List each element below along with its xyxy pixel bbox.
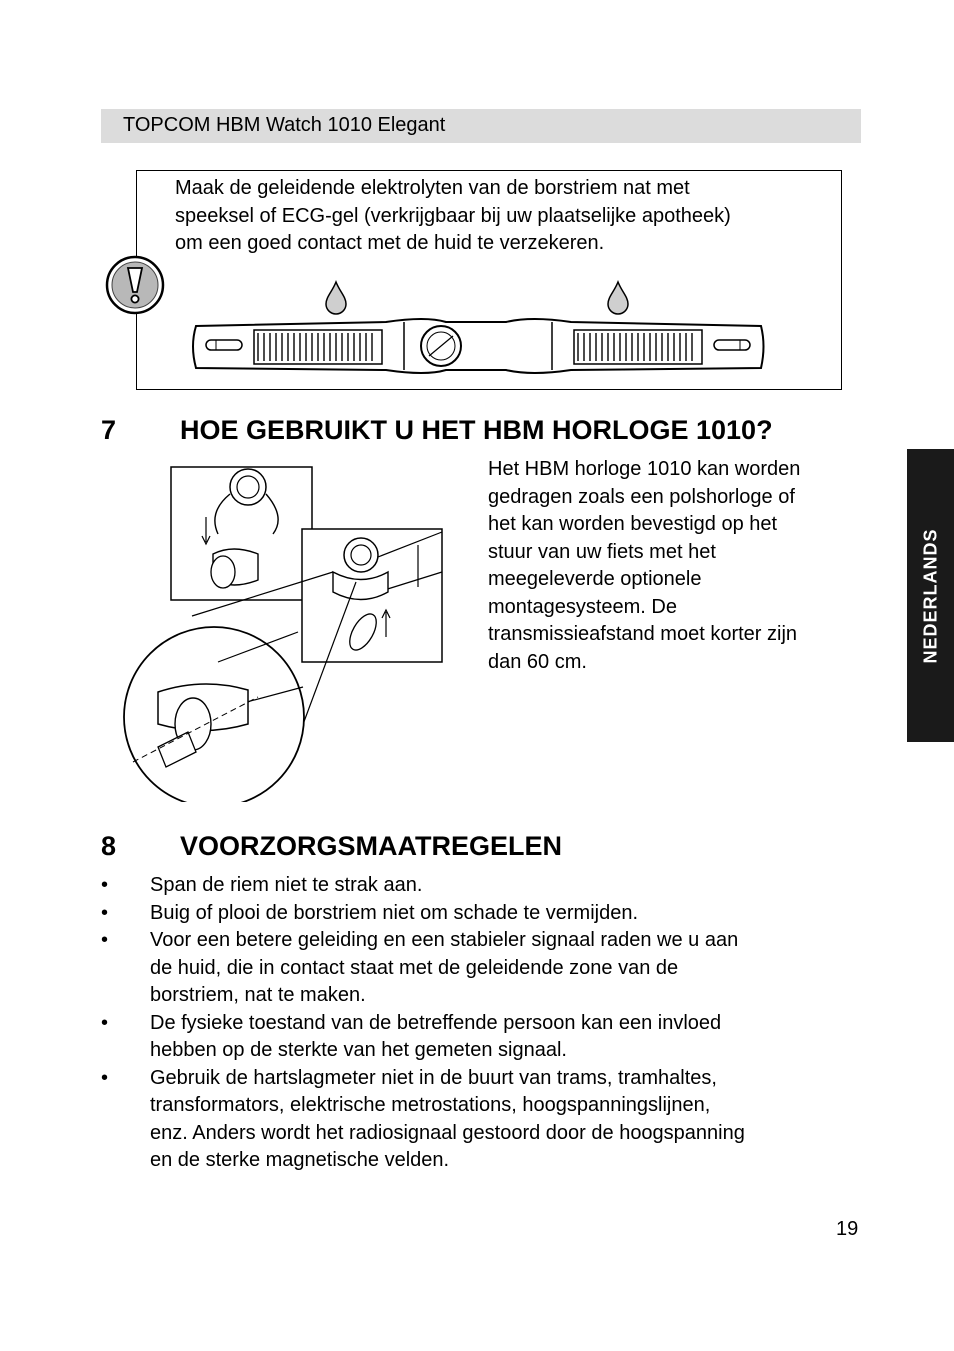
language-tab	[907, 449, 954, 742]
list-item-line: de huid, die in contact staat met de geleidende zone van de	[150, 956, 679, 979]
list-item	[101, 900, 861, 928]
list-item	[101, 927, 861, 1010]
section-title: VOORZORGSMAATREGELEN	[180, 831, 563, 861]
list-item-line: borstriem, nat te maken.	[150, 984, 366, 1006]
note-line: om een goed contact met de huid te verzekeren.	[175, 232, 605, 254]
list-item-line: en de sterke magnetische velden.	[150, 1149, 450, 1171]
section-number: 7	[101, 415, 117, 445]
body-line: montagesysteem. De	[488, 595, 677, 618]
list-item	[101, 1065, 861, 1175]
bullet-icon: •	[101, 1011, 109, 1034]
list-item-line: Buig of plooi de borstriem niet om schade te vermijden.	[150, 901, 639, 924]
bullet-icon: •	[101, 929, 109, 951]
bullet-icon: •	[101, 901, 109, 924]
note-line: Maak de geleidende elektrolyten van de borstriem nat met	[175, 177, 690, 199]
precautions-list	[101, 872, 861, 1175]
note-line: speeksel of ECG-gel (verkrijgbaar bij uw plaatselijke apotheek)	[175, 204, 731, 227]
body-line: Het HBM horloge 1010 kan worden	[488, 458, 801, 480]
list-item-line: hebben op de sterkte van het gemeten signaal.	[150, 1039, 567, 1061]
list-item-line: Gebruik de hartslagmeter niet in de buurt van trams, tramhaltes,	[150, 1066, 717, 1089]
water-drop-icon	[608, 282, 628, 314]
section-title: HOE GEBRUIKT U HET HBM HORLOGE 1010?	[180, 415, 773, 445]
body-line: gedragen zoals een polshorloge of	[488, 485, 795, 508]
body-line: dan 60 cm.	[488, 650, 587, 673]
watch-mount-illustration	[118, 462, 452, 802]
section-8-heading	[101, 830, 562, 862]
language-label: NEDERLANDS	[920, 527, 940, 664]
list-item-line: Span de riem niet te strak aan.	[150, 874, 423, 896]
list-item-line: De fysieke toestand van de betreffende persoon kan een invloed	[150, 1011, 722, 1034]
body-line: stuur van uw fiets met het	[488, 540, 716, 563]
document-title: TOPCOM HBM Watch 1010 Elegant	[123, 114, 446, 136]
chest-strap-illustration	[186, 278, 771, 383]
bullet-icon: •	[101, 874, 109, 896]
section-7-body	[488, 456, 863, 676]
body-line: transmissieafstand moet korter zijn	[488, 623, 798, 645]
list-item-line: Voor een betere geleiding en een stabieler signaal raden we u aan	[150, 929, 739, 951]
list-item	[101, 1010, 861, 1065]
section-number: 8	[101, 831, 117, 861]
water-drop-icon	[326, 282, 346, 314]
body-line: meegeleverde optionele	[488, 568, 702, 590]
bullet-icon: •	[101, 1066, 109, 1089]
exclamation-icon	[104, 254, 166, 316]
note-text	[175, 175, 845, 258]
list-item-line: transformators, elektrische metrostations, hoogspanningslijnen,	[150, 1094, 711, 1116]
list-item-line: enz. Anders wordt het radiosignaal gestoord door de hoogspanning	[150, 1121, 745, 1144]
page-header	[101, 109, 861, 143]
body-line: het kan worden bevestigd op het	[488, 513, 778, 535]
section-7-heading	[101, 414, 773, 446]
list-item	[101, 872, 861, 900]
page-number: 19	[836, 1218, 859, 1240]
